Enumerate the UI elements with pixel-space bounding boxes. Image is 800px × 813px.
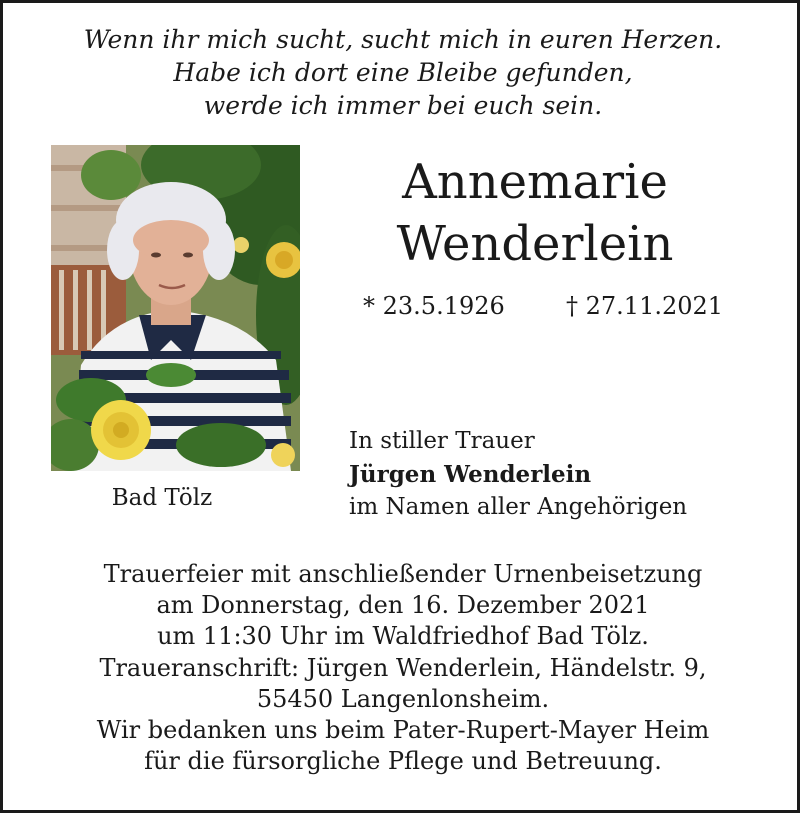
birth-date: * 23.5.1926 — [363, 292, 505, 320]
place: Bad Tölz — [111, 485, 213, 511]
death-date: † 27.11.2021 — [566, 292, 724, 320]
info-line: für die fürsorgliche Pflege und Betreuung. — [144, 747, 662, 776]
portrait-photo — [51, 145, 300, 471]
first-name: Annemarie — [402, 154, 668, 210]
info-line: Traueranschrift: Jürgen Wenderlein, Händelstr. 9, — [99, 653, 707, 682]
poem — [3, 23, 800, 122]
poem-line: Wenn ihr mich sucht, sucht mich in euren Herzen. — [83, 25, 723, 54]
info-line: am Donnerstag, den 16. Dezember 2021 — [156, 591, 650, 620]
mourners-outro: im Namen aller Angehörigen — [349, 494, 688, 520]
ceremony-info — [3, 559, 800, 777]
info-line: Trauerfeier mit anschließender Urnenbeisetzung — [103, 560, 703, 588]
mourners — [349, 425, 687, 524]
mourners-intro: In stiller Trauer — [349, 428, 535, 454]
info-line: Wir bedanken uns beim Pater-Rupert-Mayer Heim — [96, 716, 710, 745]
mourner-name: Jürgen Wenderlein — [349, 461, 592, 488]
info-line: um 11:30 Uhr im Waldfriedhof Bad Tölz. — [157, 622, 649, 651]
poem-line: werde ich immer bei euch sein. — [203, 91, 603, 120]
info-line: 55450 Langenlonsheim. — [256, 684, 550, 713]
last-name: Wenderlein — [396, 216, 674, 272]
deceased-name — [335, 151, 735, 275]
poem-line: Habe ich dort eine Bleibe gefunden, — [173, 58, 633, 87]
